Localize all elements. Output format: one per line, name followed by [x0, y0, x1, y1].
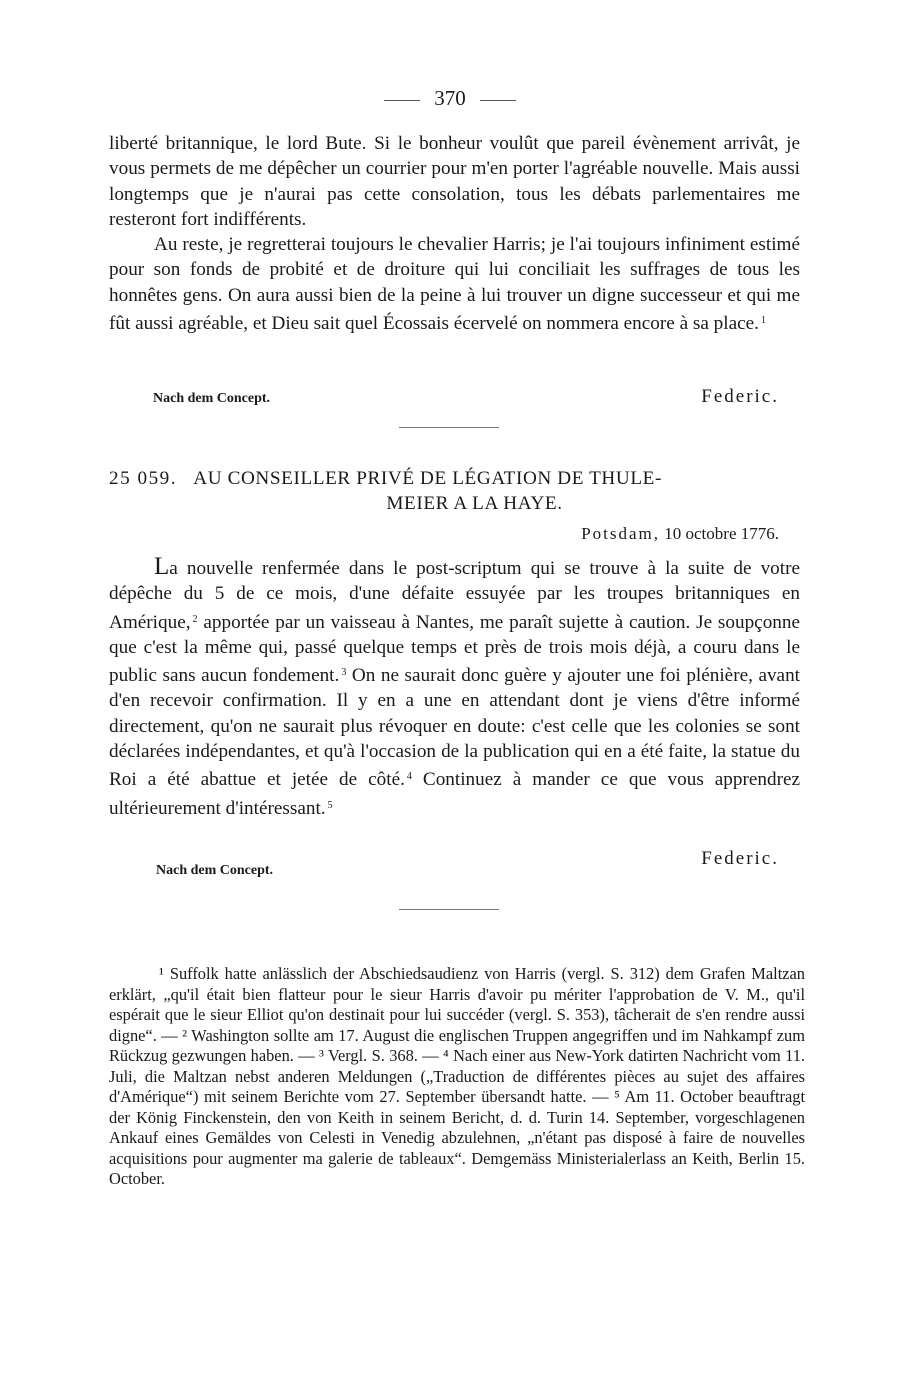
paragraph-harris	[109, 232, 800, 336]
paragraph-harris-text: Au reste, je regretterai toujours le chevalier Harris; je l'ai toujours infiniment estimé pour son fonds de probité et de droiture qui lui conciliait les suffrages de tous les honnêtes gens. On aura aussi bien de la peine à lui trouver un digne successeur et qui me fût aussi agréable, et Dieu sait quel Écossais écervelé on nommera encore à sa place.	[109, 234, 800, 335]
heading-title-1: AU CONSEILLER PRIVÉ DE LÉGATION DE THULE-	[193, 468, 662, 489]
page-number-dash-left	[384, 100, 420, 101]
letter-heading	[109, 466, 804, 516]
paragraph-continuation: liberté britannique, le lord Bute. Si le bonheur voulût que pareil évènement arrivât, je vous permets de me dépêcher un courrier pour m'en porter l'agréable nouvelle. Mais aussi longtemps que je n'aurai pas cette consolation, tous les débats parlementaires me resteront fort indifférents.	[109, 133, 800, 230]
concept-note-2: Nach dem Concept.	[156, 863, 274, 878]
heading-title-2: MEIER A LA HAYE.	[386, 493, 563, 514]
dateline	[581, 524, 779, 544]
letter-seg-3: On ne saurait donc guère y ajouter une foi plénière, avant d'en recevoir confirmation. Il y en a une en attendant dont je viens d'être informé directement, qu'on ne saurait plus révoquer en doute: c'est celle que les colonies se sont déclarées indépendantes, et qu'à l'occasion de la publication qui en a été faite, la statue du Roi a été abattue et jetée de côté.	[109, 665, 801, 791]
page-number	[0, 86, 900, 110]
footnote-ref-3: 3	[341, 667, 347, 679]
drop-cap: L	[154, 553, 170, 580]
footnote-ref-1: 1	[760, 315, 766, 327]
letter-paragraph	[109, 554, 800, 821]
letter-number: 25 059.	[109, 468, 178, 489]
footnotes-text: ¹ Suffolk hatte anlässlich der Abschiedsaudienz von Harris (vergl. S. 312) dem Grafen Maltzan erklärt, „qu'il était bien flatteur pour le sieur Harris d'avoir pu mériter l'approbation de V. M., qu'il espérait que le sieur Elliot qu'on destinait pour lui succéder (vergl. S. 353), tâcherait de s'en rendre aussi digne“. — ² Washington sollte am 17. August die englischen Truppen angegriffen und im Nahkampf zum Rückzug gezwungen haben. — ³ Vergl. S. 368. — ⁴ Nach einer aus New-York datirten Nachricht vom 11. Juli, die Maltzan nebst anderen Meldungen („Traduction de différentes pièces au sujet des affaires d'Amérique“) mit seinem Berichte vom 27. September übersandt hatte. — ⁵ Am 11. October beauftragt der König Finckenstein, den von Keith in seinem Bericht, d. d. Turin 14. September, vorgeschlagenen Ankauf eines Gemäldes von Celesti in Venedig abzulehnen, „n'étant pas disposé à faire de nouvelles acquisitions pour augmenter ma galerie de tableaux“. Demgemäss Ministerialerlass an Keith, Berlin 15. October.	[109, 964, 805, 1188]
section-rule-2	[399, 909, 499, 910]
heading-line-1	[109, 466, 804, 491]
signature-1: Federic.	[701, 386, 779, 407]
dateline-date: 10 octobre 1776.	[664, 524, 779, 543]
signature-2: Federic.	[701, 848, 779, 869]
section-rule-1	[399, 427, 499, 428]
page-number-dash-right	[480, 100, 516, 101]
concept-note-1: Nach dem Concept.	[153, 391, 271, 406]
letter-seg-2: apportée par un vaisseau à Nantes, me paraît sujette à caution. Je soupçonne que c'est la même qui, passé quelque temps et près de trois mois déjà, a couru dans le public sans aucun fondement.	[109, 611, 800, 687]
footnotes	[109, 964, 805, 1190]
footnote-ref-4: 4	[406, 771, 412, 783]
body-text-top	[109, 131, 800, 336]
page-number-text: 370	[434, 86, 466, 110]
footnote-ref-5: 5	[327, 799, 333, 811]
letter-body	[109, 554, 800, 821]
footnote-ref-2: 2	[192, 613, 198, 625]
dateline-place: Potsdam,	[581, 524, 661, 543]
letter-seg-1: a nouvelle renfermée dans le post-scriptum qui se trouve à la suite de votre dépêche du 5 de ce mois, d'une défaite essuyée par les troupes britanniques en Amérique,	[109, 558, 800, 633]
letter-seg-4: Continuez à mander ce que vous apprendrez ultérieurement d'intéressant.	[109, 769, 800, 819]
